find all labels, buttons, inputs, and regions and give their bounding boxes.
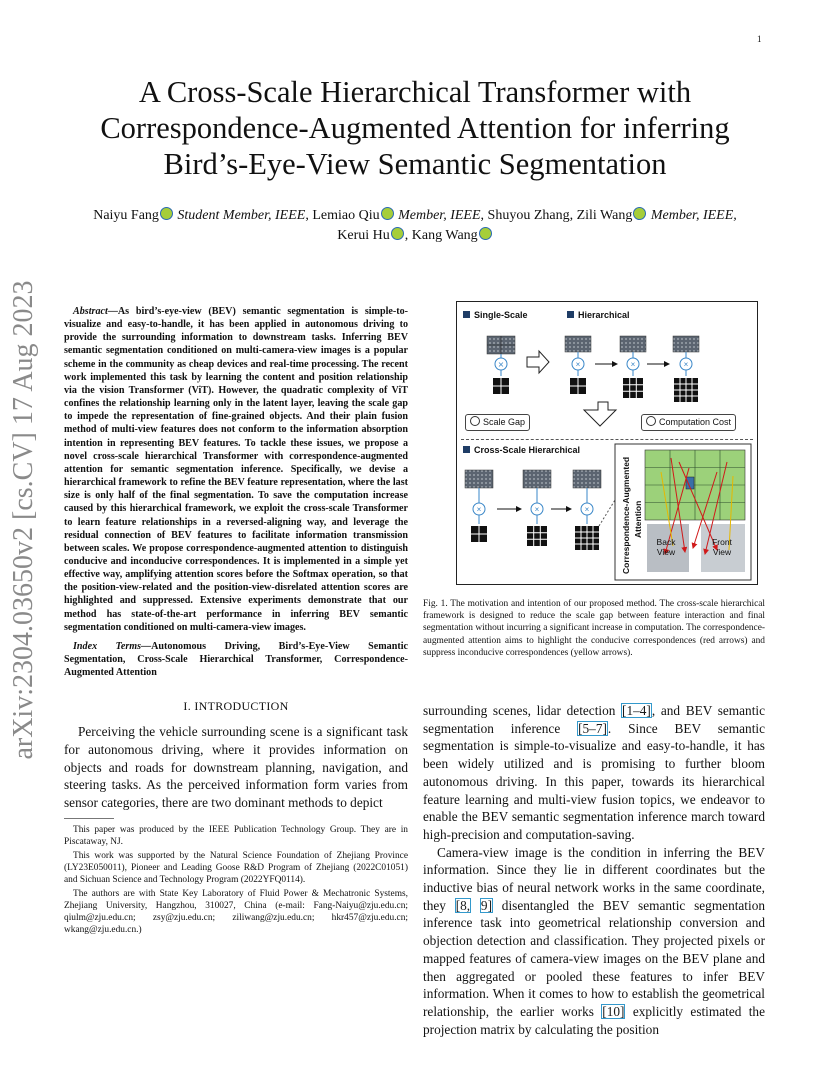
orcid-icon[interactable] (381, 207, 394, 220)
p1-text-a: surrounding scenes, lidar detection (423, 703, 622, 718)
citation-5-7[interactable]: [5–7] (578, 720, 607, 736)
author-5: , Kang Wang (404, 228, 478, 243)
p1-text-b: , and BEV semantic segmentation inference (423, 703, 765, 736)
right-column (423, 702, 765, 1038)
svg-text:×: × (630, 360, 636, 369)
figure-caption: Fig. 1. The motivation and intention of our proposed method. The cross-scale hierarchical framework is designed to reduce the scale gap between feature interaction and final segmentation without incurring a significant increase in computation. The correspondence-augmented attention aims to highlight the conducive correspondences (red arrows) and suppress inconducive correspondences (yellow arrows). (423, 599, 765, 658)
computation-cost-box (641, 414, 736, 431)
down-arrow-icon (584, 402, 616, 426)
abstract (64, 305, 408, 634)
svg-text:×: × (534, 505, 540, 514)
open-arrow-icon (527, 351, 549, 373)
abstract-label: Abstract (73, 306, 108, 317)
label-hierarchical: Hierarchical (567, 310, 630, 320)
sad-face-icon (470, 416, 480, 426)
author-2: Lemiao Qiu (312, 208, 380, 223)
author-list: Naiyu Fang Student Member, IEEE, Lemiao Qiu Member, IEEE, Shuyou Zhang, Zili Wang Member, IEEE, Kerui Hu , Kang Wang (93, 208, 737, 243)
page-number: 1 (757, 34, 762, 44)
citation-8[interactable]: [8, (455, 897, 471, 913)
scale-gap-box (465, 414, 530, 431)
attention-title-line-2: Attention (633, 500, 643, 538)
dashed-divider (461, 439, 753, 440)
citation-10[interactable]: [10] (602, 1003, 625, 1019)
index-terms (64, 640, 408, 679)
computation-cost-label: Computation Cost (659, 417, 732, 427)
citation-1-4[interactable]: [1–4] (622, 703, 651, 718)
front-view-label: Front View (712, 537, 732, 557)
sad-face-icon (646, 416, 656, 426)
hierarchical-block (565, 336, 699, 402)
svg-text:×: × (683, 360, 689, 369)
orcid-icon[interactable] (160, 207, 173, 220)
section-heading: I. INTRODUCTION (183, 699, 289, 714)
footnote-2: This work was supported by the Natural Science Foundation of Zhejiang Province (LY23E050011), Pioneer and Leading Goose R&D Program of Zhejiang (2022C01051) and Sichuan Science and Technology Program (2022YFQ0114). (64, 850, 408, 885)
author-1: Naiyu Fang (93, 208, 159, 223)
author-4: Kerui Hu (337, 228, 390, 243)
footnote-1: This paper was produced by the IEEE Publication Technology Group. They are in Piscataway, NJ. (64, 824, 408, 847)
p2-text-c: explicitly estimated the projection matrix by calculating the position (423, 1003, 765, 1037)
p1-text-c: . Since BEV semantic segmentation is simple-to-visualize and easy-to-handle, it has been widely utilized and is promising to further bloom autonomous driving. In this paper, towards its hierarchical feature learning and multi-view fusion topics, we endeavor to enable the BEV semantic segmentation inference march toward high-precision and computation-saving. (423, 720, 765, 842)
attention-title-line-1: Correspondence-Augmented (621, 456, 631, 574)
footnotes (64, 824, 408, 936)
title-line-2: Correspondence-Augmented Attention for inferring (100, 111, 730, 145)
arxiv-id-text: arXiv:2304.03650v2 [cs.CV] 17 Aug 2023 (8, 280, 39, 760)
label-single-scale: Single-Scale (463, 310, 528, 320)
svg-text:×: × (584, 505, 590, 514)
p2-text-a: Camera-view image is the condition in inferring the BEV information. Since they lie in different coordinates but the inductive bias of neural network works in the same coordinate, they (423, 844, 765, 913)
single-scale-block (487, 336, 515, 394)
orcid-icon[interactable] (479, 227, 492, 240)
svg-text:×: × (497, 360, 505, 369)
scale-gap-label: Scale Gap (483, 417, 526, 427)
author-1-role: Student Member, IEEE (177, 208, 306, 223)
paper-title (60, 74, 770, 182)
right-paragraph-2 (423, 844, 765, 1039)
footnote-3: The authors are with State Key Laboratory of Fluid Power & Mechatronic Systems, Zhejiang University, Hangzhou, 310027, China (e-mail: Fang-Naiyu@zju.edu.cn; qiulm@zju.edu.cn; zsy@zju.edu.cn; ziliwang@zju.edu.cn; hkr457@zju.edu.cn; wkang@zju.edu.cn.) (64, 888, 408, 935)
index-terms-text: —Autonomous Driving, Bird’s-Eye-View Semantic Segmentation, Cross-Scale Hierarchical Transformer, Correspondence-Augmented Attention (64, 640, 408, 679)
back-view-label: Back View (656, 537, 676, 557)
abstract-text: —As bird’s-eye-view (BEV) semantic segmentation is simple-to-visualize and easy-to-handle, it has been applied in autonomous driving to provide the surrounding information to downstream tasks. Inferring BEV semantic segmentation conditioned on multi-camera-view images is a popular scheme in the community as cheap devices and real-time processing. The recent work implemented this task by learning the content and position relationship via the vision Transformer (ViT). However, the quadratic complexity of ViT confines the relationship learning only in the latent layer, leaving the scale gap to impede the representation of fine-grained objects. And their plain fusion method of multi-view features does not conform to the information absorption intention in representing BEV features. To tackle these issues, we propose a novel cross-scale hierarchical Transformer with correspondence-augmented attention for semantic segmentation inference. Specifically, we devise a hierarchical framework to refine the BEV feature representation, where the last size is only half of the final segmentation. To save the computation increase caused by this hierarchical framework, we exploit the cross-scale Transformer to learn feature relationships in a reversed-aligning way, and leverage the residual connection of BEV features to facilitate information transmission between scales. We propose correspondence-augmented attention to distinguish conducive and inconducive correspondences. It is implemented in a simple yet effective way, amplifying attention scores before the Softmax operation, so that the position-view-related and the position-view-disrelated attention scores are highlighted and suppressed. Extensive experiments demonstrate that our method has state-of-the-art performance in inferring BEV semantic segmentation conditioned on multi-camera-view images. (64, 306, 408, 633)
svg-text:×: × (476, 505, 482, 514)
intro-paragraph: Perceiving the vehicle surrounding scene is a significant task for autonomous driving, where it provides information on objects and roads for downstream planning, navigation, and steering tasks. As the perceived information form varies from sensor categories, there are two dominant methods to depict (64, 724, 408, 811)
citation-9[interactable]: 9] (480, 897, 492, 913)
orcid-icon[interactable] (391, 227, 404, 240)
cross-scale-block (465, 470, 615, 550)
index-terms-label: Index Terms (73, 640, 142, 652)
right-paragraph-1 (423, 702, 765, 844)
title-line-1: A Cross-Scale Hierarchical Transformer with (138, 75, 692, 109)
p2-text-b: disentangled the BEV semantic segmentation inference task into geometrical relationship conversion and objection detection and classification. They projected pixels or mapped features of camera-view images on the BEV plane and then aggregated or pooled these features to infer BEV information. When it comes to how to establish the geometrical relationship, the earlier works (423, 897, 765, 1019)
figure-1 (456, 301, 758, 585)
author-3: Shuyou Zhang, Zili Wang (487, 208, 633, 223)
title-line-3: Bird’s-Eye-View Semantic Segmentation (163, 147, 667, 181)
footnote-divider (64, 818, 114, 819)
author-2-role: Member, IEEE (398, 208, 481, 223)
author-3-role: Member, IEEE, (650, 208, 737, 223)
left-column (64, 305, 408, 938)
svg-text:×: × (575, 360, 581, 369)
label-cross-scale-hierarchical: Cross-Scale Hierarchical (463, 445, 580, 455)
orcid-icon[interactable] (633, 207, 646, 220)
